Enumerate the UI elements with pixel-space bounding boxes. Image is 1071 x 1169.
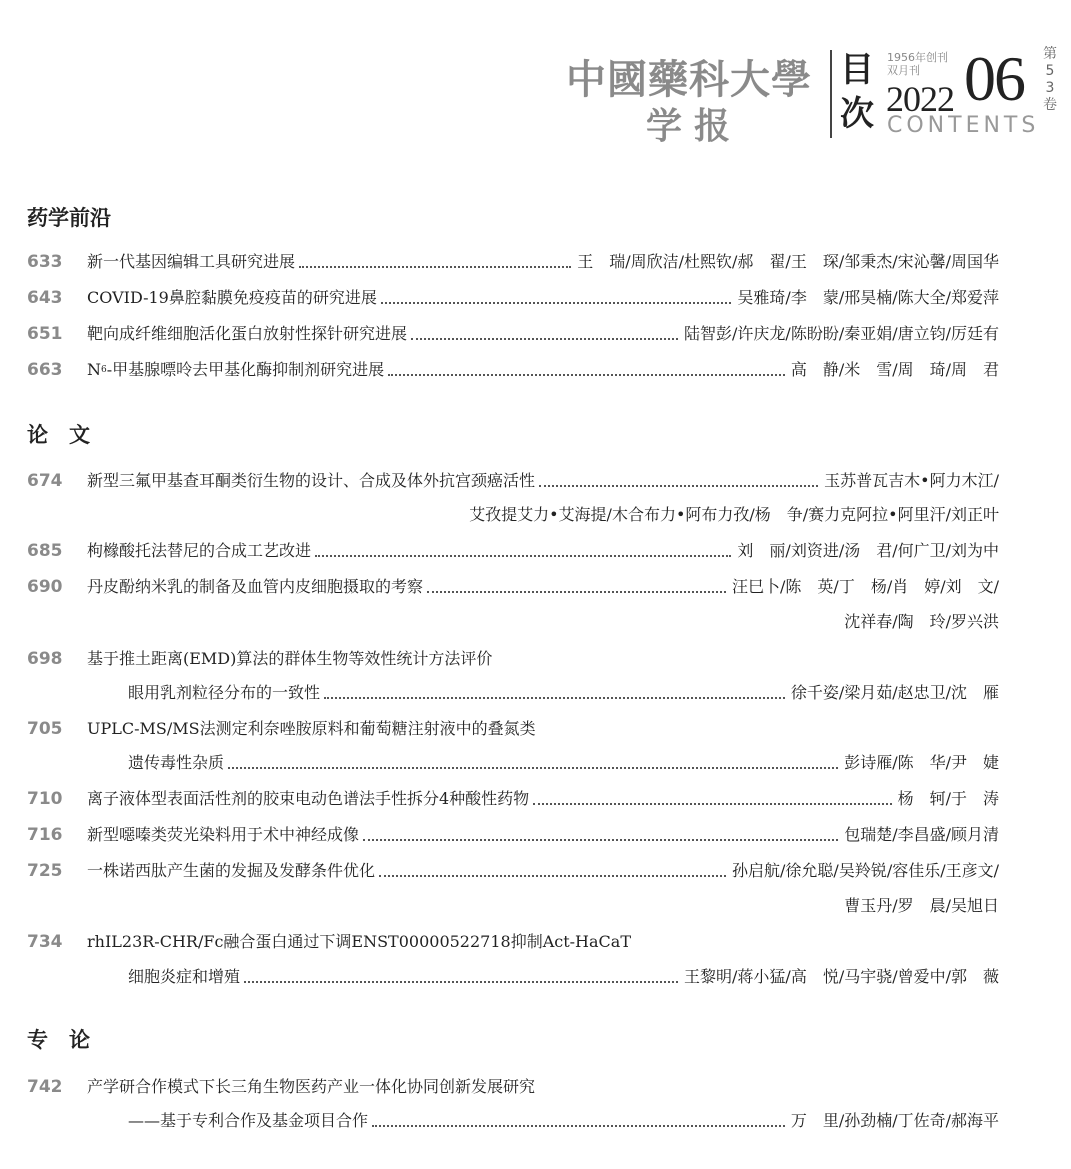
article-title: 新型三氟甲基查耳酮类衍生物的设计、合成及体外抗宫颈癌活性 [87, 471, 536, 490]
toc-entry[interactable] [0, 576, 1071, 636]
issue-number: 06 [964, 43, 1024, 114]
page-number: 685 [27, 541, 63, 561]
article-title-cont: ——基于专利合作及基金项目合作 [128, 1111, 369, 1130]
article-authors: 高 静/米 雪/周 琦/周 君 [790, 360, 999, 379]
article-authors: 玉苏普瓦吉木•阿力木江/ [824, 471, 999, 490]
page-number: 674 [27, 471, 63, 491]
page-number: 690 [27, 577, 63, 597]
masthead-divider [830, 50, 832, 138]
toc-entry[interactable] [0, 718, 1071, 778]
toc-entry[interactable] [0, 470, 1071, 530]
publication-frequency: 双月刊 [887, 64, 920, 77]
article-title-cont: 遗传毒性杂质 [128, 753, 225, 772]
dot-leader [381, 296, 732, 304]
article-title: 靶向成纤维细胞活化蛋白放射性探针研究进展 [87, 324, 408, 343]
article-title: 产学研合作模式下长三角生物医药产业一体化协同创新发展研究 [87, 1077, 536, 1096]
article-title: 新型噁嗪类荧光染料用于术中神经成像 [87, 825, 360, 844]
dot-leader [388, 368, 785, 376]
masthead [560, 40, 1065, 150]
dot-leader [228, 761, 838, 769]
article-title-cont: 细胞炎症和增殖 [128, 967, 241, 986]
toc-entry[interactable] [0, 824, 1071, 854]
page-number: 734 [27, 932, 63, 952]
dot-leader [411, 332, 678, 340]
title-superscript: 6 [101, 365, 107, 375]
article-authors: 徐千姿/梁月茹/赵忠卫/沈 雁 [790, 683, 999, 702]
article-title: 丹皮酚纳米乳的制备及血管内皮细胞摄取的考察 [87, 577, 424, 596]
article-authors: 陆智彭/许庆龙/陈盼盼/秦亚娟/唐立钧/厉廷有 [684, 324, 999, 343]
article-authors: 吴雅琦/李 蒙/邢昊楠/陈大全/郑爱萍 [737, 288, 999, 307]
article-title: COVID-19鼻腔黏膜免疫疫苗的研究进展 [87, 288, 377, 307]
section-heading: 药学前沿 [27, 206, 111, 230]
page-number: 633 [27, 252, 63, 272]
article-authors: 孙启航/徐允聪/吴羚锐/容佳乐/王彦文/ [732, 861, 999, 880]
toc-entry[interactable] [0, 323, 1071, 353]
article-authors: 包瑞楚/李昌盛/顾月清 [844, 825, 999, 844]
article-authors: 彭诗雁/陈 华/尹 婕 [844, 753, 999, 772]
toc-entry[interactable] [0, 788, 1071, 818]
article-title: 基于推土距离(EMD)算法的群体生物等效性统计方法评价 [87, 649, 493, 668]
page-number: 643 [27, 288, 63, 308]
toc-entry[interactable] [0, 860, 1071, 920]
section-heading: 专 论 [27, 1028, 90, 1052]
article-authors: 王黎明/蒋小猛/高 悦/马宇骁/曾爱中/郭 薇 [684, 967, 999, 986]
dot-leader [315, 549, 731, 557]
toc-entry[interactable] [0, 287, 1071, 317]
article-title: 新一代基因编辑工具研究进展 [87, 252, 296, 271]
toc-entry[interactable] [0, 931, 1071, 991]
page-number: 698 [27, 649, 63, 669]
dot-leader [427, 585, 726, 593]
article-authors-cont: 艾孜提艾力•艾海提/木合布力•阿布力孜/杨 争/赛力克阿拉•阿里汗/刘正叶 [469, 505, 999, 524]
dot-leader [539, 479, 818, 487]
mulu-label: 目次 [840, 50, 874, 134]
article-title: rhIL23R-CHR/Fc融合蛋白通过下调ENST00000522718抑制Act-HaCaT [87, 932, 631, 951]
article-authors-cont: 沈祥春/陶 玲/罗兴洪 [844, 612, 999, 631]
article-authors: 刘 丽/刘资进/汤 君/何广卫/刘为中 [737, 541, 999, 560]
dot-leader [244, 975, 678, 983]
page-number: 651 [27, 324, 63, 344]
issue-year: 2022 [886, 79, 954, 119]
article-title: 一株诺西肽产生菌的发掘及发酵条件优化 [87, 861, 376, 880]
volume-label: 第53卷 [1043, 46, 1057, 113]
article-authors: 万 里/孙劲楠/丁佐奇/郝海平 [790, 1111, 999, 1130]
article-authors: 杨 轲/于 涛 [897, 789, 999, 808]
article-authors-cont: 曹玉丹/罗 晨/吴旭日 [844, 896, 999, 915]
page-number: 716 [27, 825, 63, 845]
page-number: 710 [27, 789, 63, 809]
toc-entry[interactable] [0, 251, 1071, 281]
established-year: 1956年创刊 [887, 51, 948, 64]
dot-leader [533, 797, 891, 805]
toc-entry[interactable] [0, 1076, 1071, 1136]
title-prefix: N [87, 360, 101, 379]
toc-entry[interactable] [0, 359, 1071, 389]
contents-label: CONTENTS [887, 113, 1040, 138]
established-info [887, 51, 948, 77]
dot-leader [324, 691, 785, 699]
article-title: 离子液体型表面活性剂的胶束电动色谱法手性拆分4种酸性药物 [87, 789, 530, 808]
title-text: -甲基腺嘌呤去甲基化酶抑制剂研究进展 [106, 360, 385, 379]
toc-entry[interactable] [0, 540, 1071, 570]
page-number: 663 [27, 360, 63, 380]
dot-leader [379, 869, 726, 877]
page-number: 705 [27, 719, 63, 739]
toc-entry[interactable] [0, 648, 1071, 708]
page-number: 725 [27, 861, 63, 881]
article-title [87, 359, 384, 381]
article-title: UPLC-MS/MS法测定利奈唑胺原料和葡萄糖注射液中的叠氮类 [87, 719, 536, 738]
dot-leader [372, 1119, 785, 1127]
journal-name: 中國藥科大學 [566, 56, 812, 103]
article-authors: 汪巳卜/陈 英/丁 杨/肖 婷/刘 文/ [732, 577, 999, 596]
article-title: 枸橼酸托法替尼的合成工艺改进 [87, 541, 312, 560]
journal-subtitle: 学报 [646, 105, 743, 147]
article-authors: 王 瑞/周欣洁/杜熙钦/郝 翟/王 琛/邹秉杰/宋沁馨/周国华 [577, 252, 999, 271]
dot-leader [299, 260, 571, 268]
section-heading: 论 文 [27, 423, 90, 447]
dot-leader [363, 833, 838, 841]
article-title-cont: 眼用乳剂粒径分布的一致性 [128, 683, 321, 702]
page-number: 742 [27, 1077, 63, 1097]
